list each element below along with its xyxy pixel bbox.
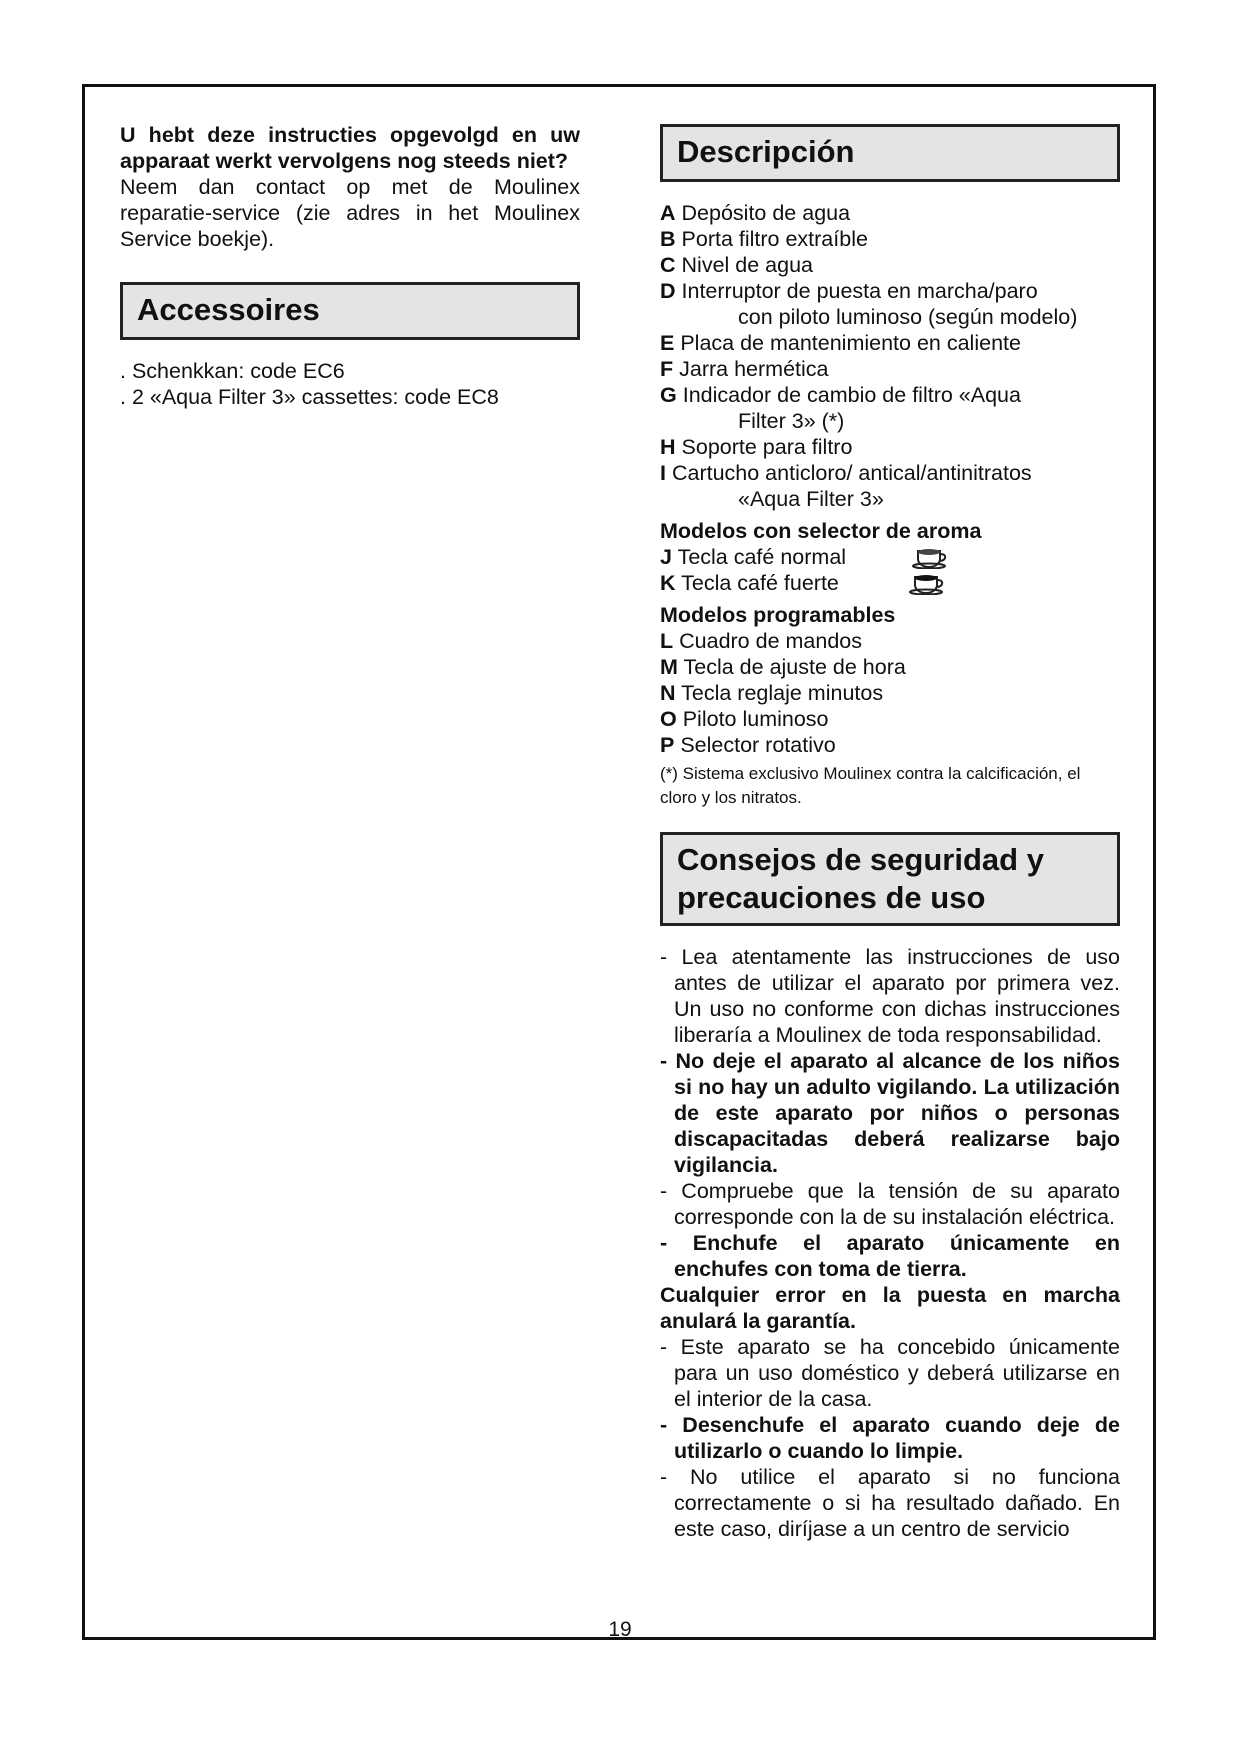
part-item: F Jarra hermética [660,357,829,381]
intro-text: Neem dan contact op met de Moulinex reparatie-service (zie adres in het Moulinex Service boekje). [120,175,580,251]
parts-list [660,200,1120,512]
right-column [660,124,1120,1542]
coffee-cup-normal-icon [912,547,948,569]
part-item: N Tecla reglaje minutos [660,681,884,705]
safety-item: - Compruebe que la tensión de su aparato corresponde con la de su instalación eléctrica. [660,1179,1120,1229]
coffee-cup-strong-icon [909,573,945,595]
intro-heading: U hebt deze instructies opgevolgd en uw apparaat werkt vervolgens nog steeds niet? [120,123,580,173]
descripcion-title: Descripción [660,124,1120,182]
safety-item: - Este aparato se ha concebido únicamente para un uso doméstico y deberá utilizarse en el interior de la casa. [660,1335,1120,1411]
part-item: G Indicador de cambio de filtro «Aqua Filter 3» (*) [660,383,1021,433]
page-number: 19 [608,1618,632,1641]
list-item: . 2 «Aqua Filter 3» cassettes: code EC8 [120,385,499,409]
part-item: K Tecla café fuerte [660,570,1120,596]
safety-title: Consejos de seguridad y precauciones de uso [660,832,1120,926]
safety-item: - Lea atentamente las instrucciones de uso antes de utilizar el aparato por primera vez. Un uso no conforme con dichas instrucciones liberaría a Moulinex de toda responsabilidad. [660,945,1120,1047]
safety-list [660,944,1120,1542]
part-item: H Soporte para filtro [660,435,853,459]
safety-item: - No utilice el aparato si no funciona correctamente o si ha resultado dañado. En este caso, diríjase a un centro de servicio [660,1465,1120,1541]
prog-heading: Modelos programables [660,603,896,627]
part-item: O Piloto luminoso [660,707,829,731]
part-item: M Tecla de ajuste de hora [660,655,906,679]
part-item: L Cuadro de mandos [660,629,862,653]
safety-warning: Cualquier error en la puesta en marcha anulará la garantía. [660,1283,1120,1333]
part-item: D Interruptor de puesta en marcha/paro con piloto luminoso (según modelo) [660,279,1078,329]
part-item: E Placa de mantenimiento en caliente [660,331,1021,355]
aroma-heading: Modelos con selector de aroma [660,519,982,543]
part-item: J Tecla café normal [660,544,1120,570]
safety-item: - No deje el aparato al alcance de los niños si no hay un adulto vigilando. La utilización de este aparato por niños o personas discapacitadas deberá realizarse bajo vigilancia. [660,1049,1120,1177]
accessoires-title: Accessoires [120,282,580,340]
footnote: (*) Sistema exclusivo Moulinex contra la calcificación, el cloro y los nitratos. [660,764,1081,807]
part-item: P Selector rotativo [660,733,836,757]
part-item: I Cartucho anticloro/ antical/antinitratos «Aqua Filter 3» [660,461,1032,511]
part-item: A Depósito de agua [660,201,851,225]
left-column [120,122,580,410]
safety-item: - Desenchufe el aparato cuando deje de utilizarlo o cuando lo limpie. [660,1413,1120,1463]
list-item: . Schenkkan: code EC6 [120,359,345,383]
accessoires-list [120,358,580,410]
safety-item: - Enchufe el aparato únicamente en enchufes con toma de tierra. [660,1231,1120,1281]
part-item: B Porta filtro extraíble [660,227,868,251]
part-item: C Nivel de agua [660,253,813,277]
